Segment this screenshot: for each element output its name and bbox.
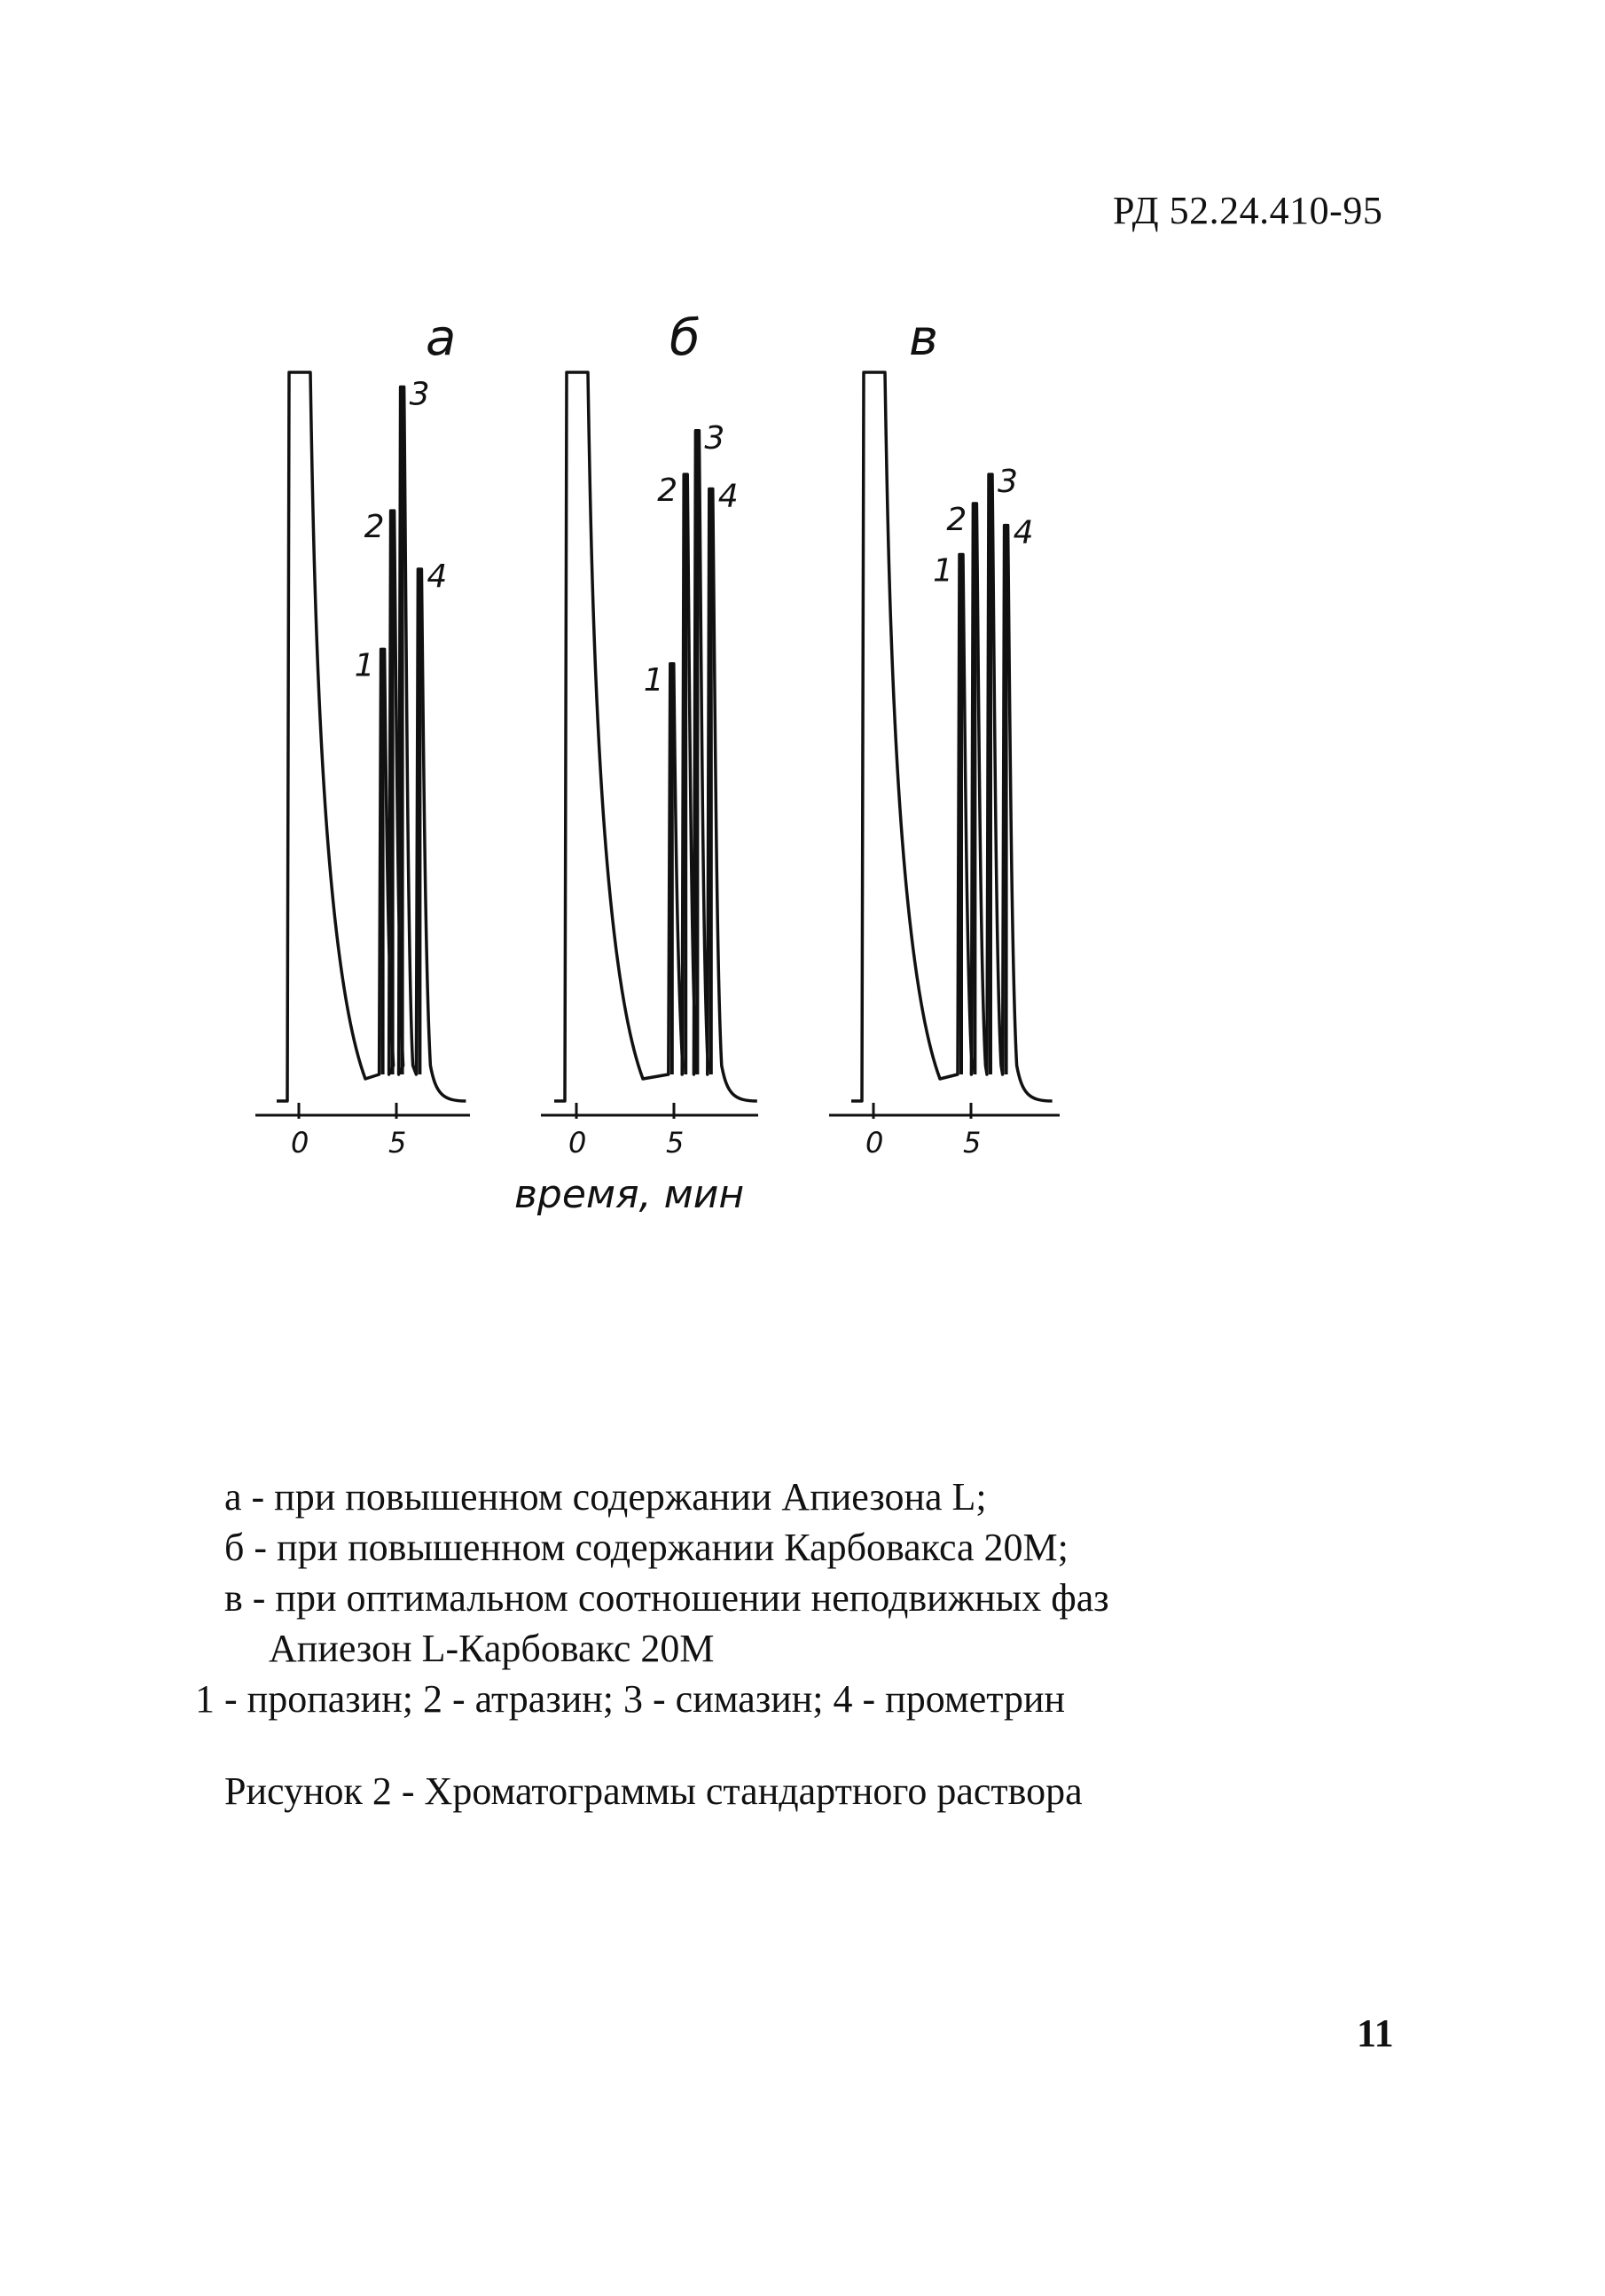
peak-label: 3 — [998, 464, 1018, 501]
peak-label: 4 — [1013, 514, 1034, 551]
peak-label: 4 — [717, 478, 739, 515]
x-tick-label: 0 — [291, 1126, 309, 1160]
page-number: 11 — [1357, 2011, 1394, 2055]
x-axis-label: время, мин — [514, 1172, 745, 1217]
peak-label: 2 — [364, 509, 385, 546]
panel-title: б — [669, 309, 701, 367]
x-tick-label: 5 — [388, 1126, 407, 1160]
panel-title: а — [426, 309, 457, 367]
peak-label: 3 — [704, 419, 725, 457]
chromatogram-panel-3 — [829, 309, 1060, 1160]
peak-label: 1 — [354, 647, 375, 684]
chromatogram-trace — [851, 372, 1053, 1101]
legend-line-v: в - при оптимальном соотношении неподвижных фаз — [224, 1576, 1109, 1620]
peak-label: 1 — [933, 552, 953, 590]
x-tick-label: 0 — [568, 1126, 587, 1160]
figure-caption: Рисунок 2 - Хроматограммы стандартного раствора — [224, 1769, 1083, 1813]
chromatogram-panel-2 — [541, 309, 758, 1160]
legend-line-v-continued: Апиезон L-Карбовакс 20М — [269, 1627, 715, 1670]
peak-label: 2 — [946, 501, 967, 538]
peak-label: 1 — [643, 661, 664, 699]
chromatogram-trace — [277, 372, 466, 1101]
x-tick-label: 5 — [963, 1126, 982, 1160]
peak-label: 3 — [409, 376, 430, 413]
document-id: РД 52.24.410-95 — [1113, 189, 1383, 232]
peak-label: 4 — [427, 558, 448, 595]
x-tick-label: 5 — [666, 1126, 685, 1160]
legend-compounds: 1 - пропазин; 2 - атразин; 3 - симазин; 4 - прометрин — [195, 1677, 1066, 1721]
peak-label: 2 — [657, 472, 678, 510]
chromatogram-panel-1 — [255, 309, 470, 1160]
legend-line-b: б - при повышенном содержании Карбовакса 20М; — [224, 1526, 1069, 1569]
x-tick-label: 0 — [865, 1126, 884, 1160]
panel-title: в — [909, 309, 939, 367]
legend-line-a: а - при повышенном содержании Апиезона L; — [224, 1475, 987, 1519]
